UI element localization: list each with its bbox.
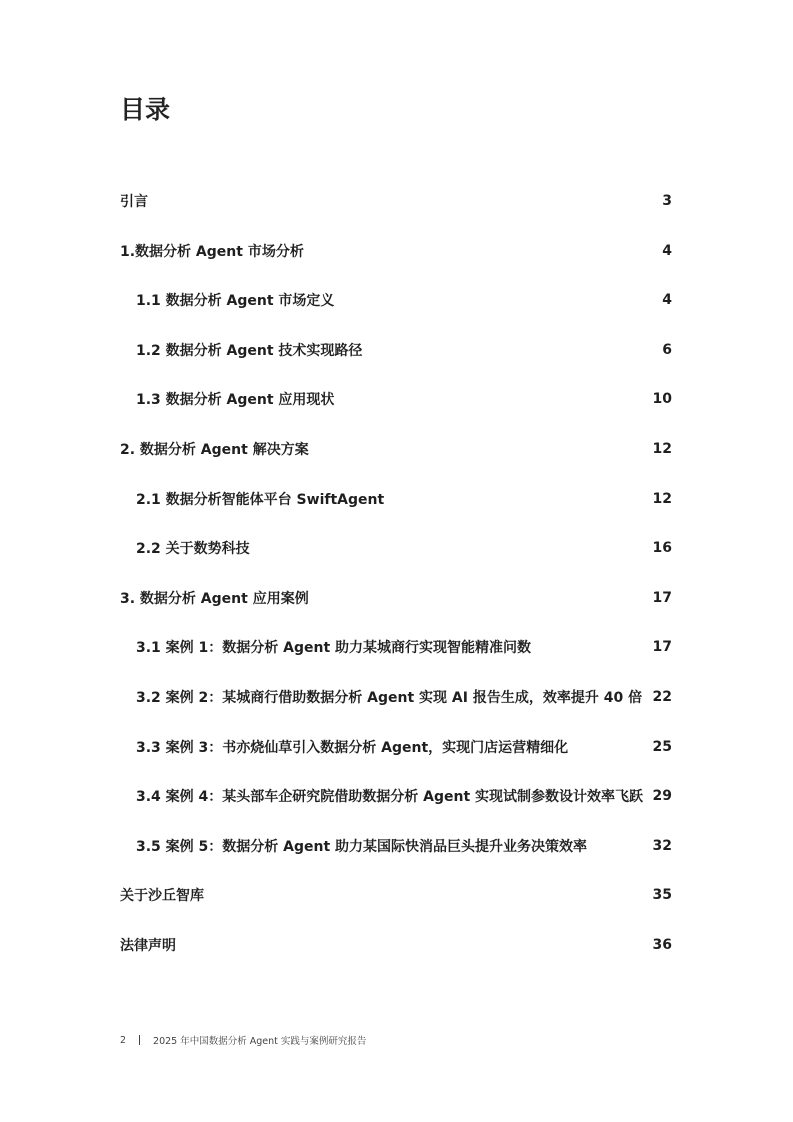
toc-entry[interactable] [136, 636, 672, 658]
toc-entry-page: 3 [662, 193, 672, 209]
toc-entry-label: 1.数据分析 Agent 市场分析 [120, 244, 304, 260]
toc-entry[interactable] [136, 339, 672, 361]
toc-entry-label: 3.3 案例 3：书亦烧仙草引入数据分析 Agent，实现门店运营精细化 [136, 740, 569, 756]
footer-page-number: 2 [120, 1034, 127, 1046]
toc-entry-label: 2.2 关于数势科技 [136, 541, 250, 557]
toc-entry-label: 1.1 数据分析 Agent 市场定义 [136, 293, 335, 309]
toc-entry[interactable] [136, 488, 672, 510]
toc-entry-page: 10 [652, 391, 672, 407]
toc-entry-label: 3.4 案例 4：某头部车企研究院借助数据分析 Agent 实现试制参数设计效率飞跃 [136, 789, 644, 805]
toc-entry-label: 3.1 案例 1：数据分析 Agent 助力某城商行实现智能精准问数 [136, 640, 532, 656]
toc-entry[interactable] [120, 884, 672, 906]
footer-divider [139, 1035, 140, 1045]
toc-entry-label: 1.2 数据分析 Agent 技术实现路径 [136, 343, 363, 359]
footer-report-title: 2025 年中国数据分析 Agent 实践与案例研究报告 [153, 1036, 367, 1047]
toc-entry-page: 29 [652, 788, 672, 804]
toc-entry-page: 12 [652, 491, 672, 507]
toc-entry-page: 6 [662, 342, 672, 358]
toc-entry-page: 12 [652, 441, 672, 457]
page-title: 目录 [120, 95, 171, 124]
toc-entry-label: 3. 数据分析 Agent 应用案例 [120, 591, 309, 607]
toc-entry-label: 2.1 数据分析智能体平台 SwiftAgent [136, 492, 385, 508]
toc-entry[interactable] [136, 686, 672, 708]
page-footer [120, 1032, 366, 1048]
toc-entry-page: 25 [652, 739, 672, 755]
toc-entry[interactable] [136, 289, 672, 311]
toc-entry-page: 32 [652, 838, 672, 854]
toc-entry-page: 36 [652, 937, 672, 953]
toc-entry[interactable] [136, 835, 672, 857]
toc-entry-page: 17 [652, 590, 672, 606]
toc-entry-label: 关于沙丘智库 [120, 888, 204, 904]
toc-entry[interactable] [136, 736, 672, 758]
toc-entry[interactable] [120, 438, 672, 460]
toc-entry-page: 17 [652, 639, 672, 655]
toc-entry-label: 1.3 数据分析 Agent 应用现状 [136, 392, 335, 408]
toc-entry-label: 引言 [120, 194, 148, 210]
toc-entry-page: 4 [662, 243, 672, 259]
toc-entry[interactable] [120, 934, 672, 956]
toc-entry[interactable] [136, 388, 672, 410]
toc-entry-page: 22 [652, 689, 672, 705]
toc-entry-label: 3.2 案例 2：某城商行借助数据分析 Agent 实现 AI 报告生成，效率提升 40 倍 [136, 690, 643, 706]
toc-entry[interactable] [120, 587, 672, 609]
toc-entry-label: 3.5 案例 5：数据分析 Agent 助力某国际快消品巨头提升业务决策效率 [136, 839, 588, 855]
toc-entry-label: 法律声明 [120, 938, 176, 954]
toc-entry[interactable] [136, 537, 672, 559]
toc-entry[interactable] [120, 190, 672, 212]
toc-entry-page: 4 [662, 292, 672, 308]
toc-entry-page: 35 [652, 887, 672, 903]
toc-entry-page: 16 [652, 540, 672, 556]
toc-entry[interactable] [120, 240, 672, 262]
toc-entry-label: 2. 数据分析 Agent 解决方案 [120, 442, 309, 458]
toc-entry[interactable] [136, 785, 672, 807]
